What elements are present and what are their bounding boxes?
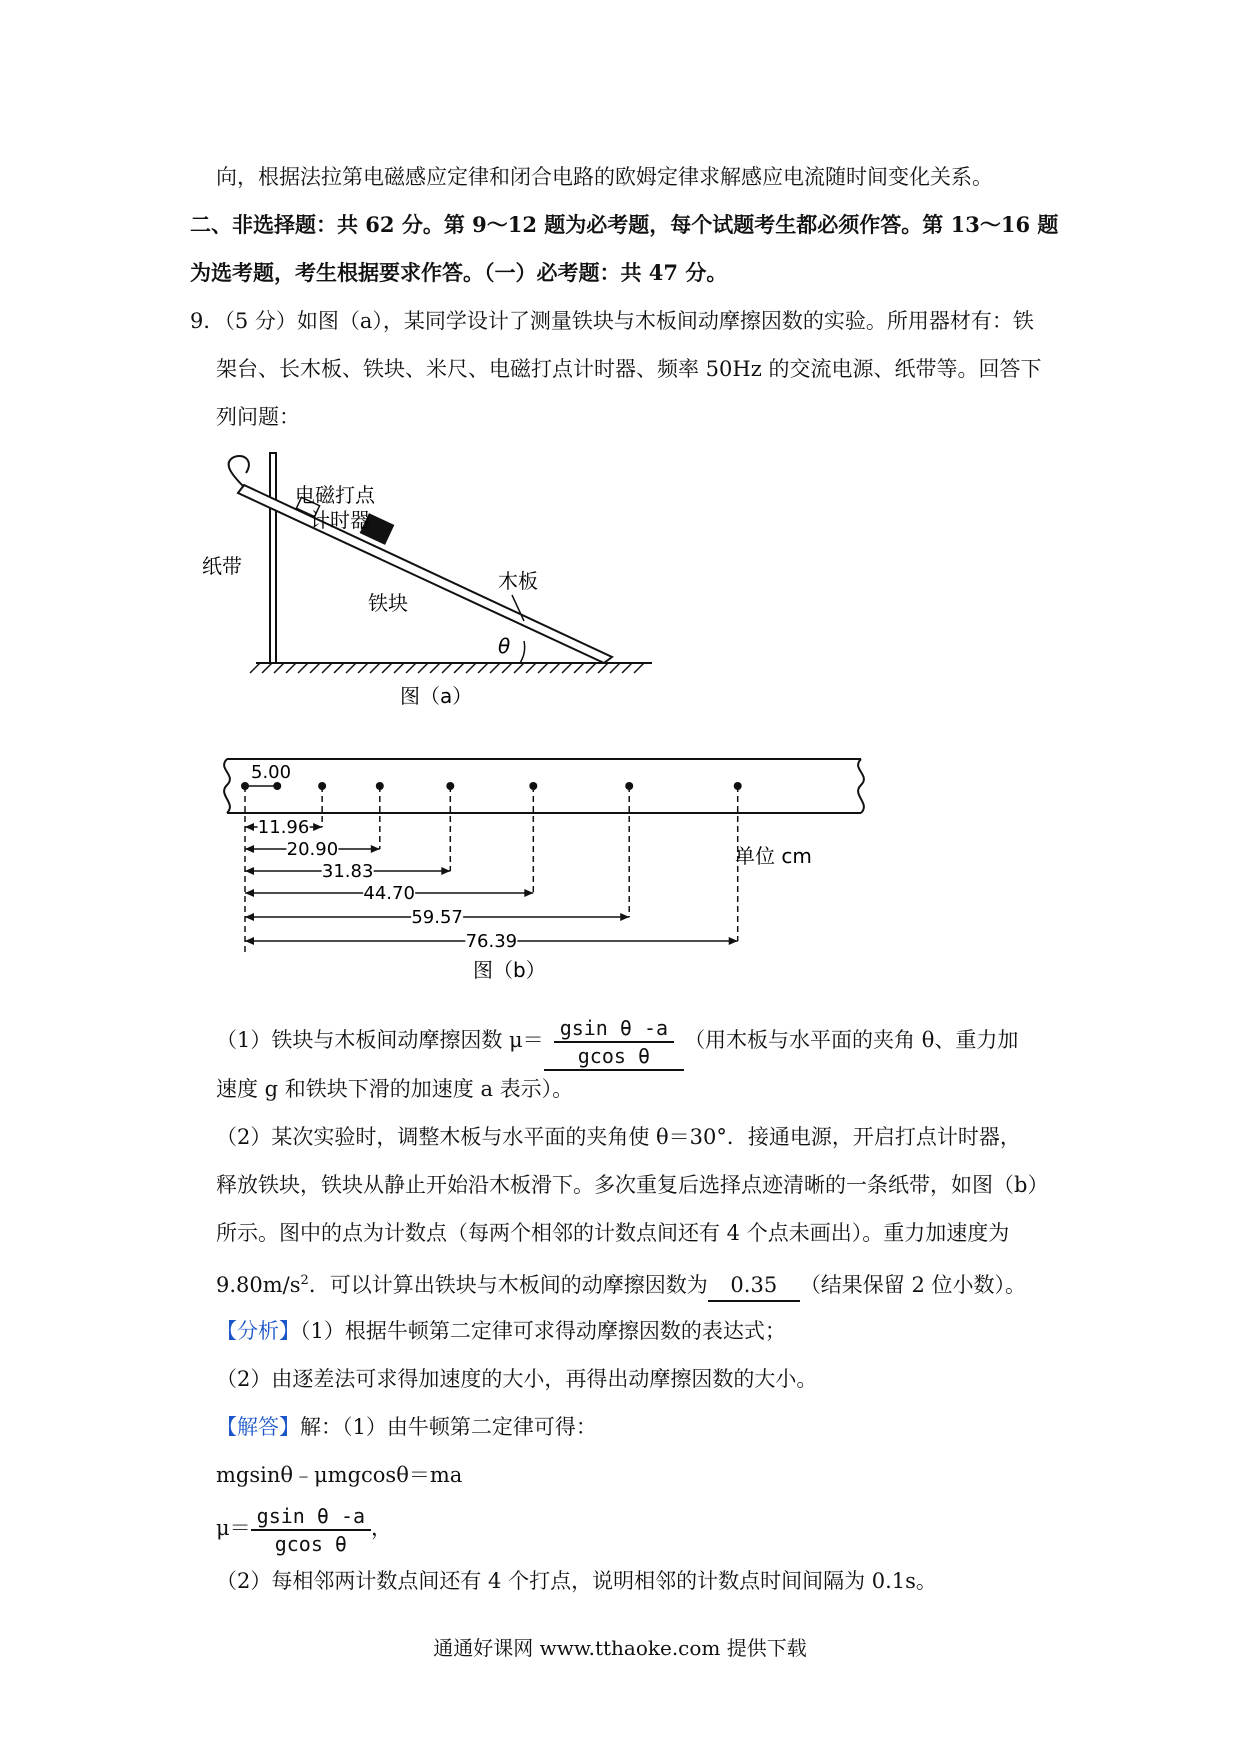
distance-label: 31.83 <box>321 861 374 882</box>
figure-b-paper-tape <box>215 745 875 995</box>
part-2-line-3: 所示。图中的点为计数点（每两个相邻的计数点间还有 4 个点未画出）。重力加速度为 <box>216 1221 1010 1245</box>
gravity-value: 9.80m/s <box>216 1273 301 1297</box>
mu-result-numerator: gsin θ -a <box>251 1503 371 1531</box>
section-heading-line-2: 为选考题，考生根据要求作答。（一）必考题：共 47 分。 <box>190 260 728 285</box>
analysis-text-1: （1）根据牛顿第二定律可求得动摩擦因数的表达式； <box>300 1319 786 1343</box>
mu-fraction <box>554 1015 674 1069</box>
analysis-tag: 【分析】 <box>216 1319 300 1343</box>
distance-label: 59.57 <box>411 907 463 928</box>
figure-a-incline-diagram <box>202 445 680 725</box>
figure-a-caption: 图（a） <box>400 684 473 708</box>
intro-line: 向，根据法拉第电磁感应定律和闭合电路的欧姆定律求解感应电流随时间变化关系。 <box>216 165 993 189</box>
mu-equals: μ＝ <box>216 1516 251 1540</box>
part-1-prefix: （1）铁块与木板间动摩擦因数 μ＝ <box>216 1028 544 1052</box>
unit-label: 单位 cm <box>735 844 812 868</box>
question-9-line-2: 架台、长木板、铁块、米尺、电磁打点计时器、频率 50Hz 的交流电源、纸带等。回答下 <box>216 357 1042 381</box>
mu-result-denominator: gcos θ <box>274 1531 347 1556</box>
solution-text-1: 解：（1）由牛顿第二定律可得： <box>300 1415 597 1439</box>
part-2-line-4 <box>216 1266 1026 1302</box>
distance-label: 5.00 <box>251 762 292 783</box>
mu-numerator: gsin θ -a <box>554 1015 674 1043</box>
part-1-line-2: 速度 g 和铁块下滑的加速度 a 表示）。 <box>216 1077 574 1101</box>
part-2-line-4-note: （结果保留 2 位小数）。 <box>799 1273 1027 1297</box>
part-2-line-2: 释放铁块，铁块从静止开始沿木板滑下。多次重复后选择点迹清晰的一条纸带，如图（b） <box>216 1173 1049 1197</box>
label-iron-block: 铁块 <box>368 591 408 615</box>
question-9-line-1: 9．（5 分）如图（a），某同学设计了测量铁块与木板间动摩擦因数的实验。所用器材有：铁 <box>190 309 1034 333</box>
distance-label: 76.39 <box>465 931 518 952</box>
equation-mu <box>216 1500 392 1557</box>
part-1-suffix: （用木板与水平面的夹角 θ、重力加 <box>684 1028 1019 1052</box>
analysis-line-1 <box>216 1316 786 1346</box>
distance-label: 11.96 <box>257 817 310 838</box>
mu-result-fraction <box>251 1503 371 1557</box>
part-2-line-1: （2）某次实验时，调整木板与水平面的夹角使 θ＝30°．接通电源，开启打点计时器， <box>216 1125 1021 1149</box>
distance-label: 44.70 <box>363 883 415 904</box>
label-paper-tape: 纸带 <box>202 554 242 578</box>
solution-line-1 <box>216 1412 597 1442</box>
part-1-answer-blank <box>544 1012 684 1071</box>
part-1-line-1 <box>216 1012 1018 1071</box>
label-timer-line-1: 电磁打点 <box>295 483 375 507</box>
part-2-line-4-text: ．可以计算出铁块与木板间的动摩擦因数为 <box>308 1273 708 1297</box>
solution-last-line: （2）每相邻两计数点间还有 4 个打点，说明相邻的计数点时间间隔为 0.1s。 <box>216 1569 937 1593</box>
label-timer-line-2: 计时器 <box>310 508 370 532</box>
analysis-line-2: （2）由逐差法可求得加速度的大小，再得出动摩擦因数的大小。 <box>216 1367 818 1391</box>
gravity-exponent: 2 <box>300 1273 309 1288</box>
equation-newton: mgsinθ﹣μmgcosθ＝ma <box>216 1463 463 1487</box>
footer: 通通好课网 www.tthaoke.com 提供下载 <box>433 1636 807 1660</box>
mu-comma: ， <box>371 1516 393 1540</box>
section-heading-line-1: 二、非选择题：共 62 分。第 9～12 题为必考题，每个试题考生都必须作答。第 13～16 题 <box>190 212 1059 237</box>
question-9-line-3: 列问题： <box>216 405 300 429</box>
answer-0-35: 0.35 <box>708 1270 800 1302</box>
distance-label: 20.90 <box>286 839 339 860</box>
figure-b-caption: 图（b） <box>473 958 546 982</box>
mu-denominator: gcos θ <box>577 1043 650 1068</box>
solution-tag: 【解答】 <box>216 1415 300 1439</box>
label-angle-theta: θ <box>498 634 511 658</box>
label-wooden-board: 木板 <box>498 569 538 593</box>
